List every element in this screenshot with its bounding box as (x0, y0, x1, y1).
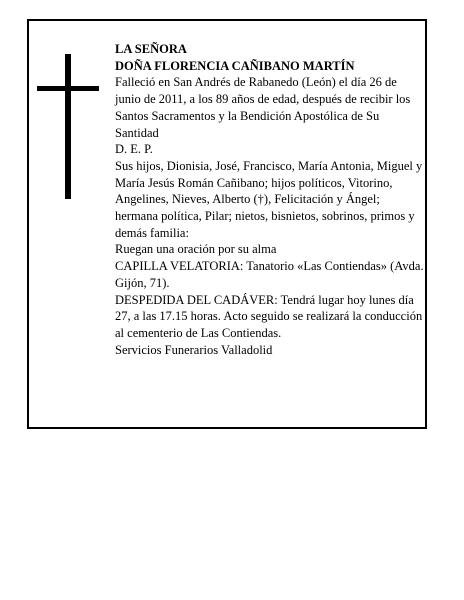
deceased-name: DOÑA FLORENCIA CAÑIBANO MARTÍN (115, 58, 355, 73)
funeral-home: Servicios Funerarios Valladolid (115, 342, 273, 357)
cross-horizontal-bar (37, 86, 99, 91)
death-statement: Falleció en San Andrés de Rabanedo (León) el día 26 de junio de 2011, a los 89 años de edad, después de recibir los Santos Sacramentos y la Bendición Apostólica de Su Santidad (115, 75, 411, 140)
rest-in-peace: D. E. P. (115, 142, 153, 157)
chapel-info: CAPILLA VELATORIA: Tanatorio «Las Contiendas» (Avda. Gijón, 71). (115, 259, 424, 290)
farewell-info: DESPEDIDA DEL CADÁVER: Tendrá lugar hoy lunes día 27, a las 17.15 horas. Acto seguido se realizará la conducción al cementerio de Las Contiendas. (115, 292, 423, 340)
obituary-notice (27, 19, 427, 429)
honorific: LA SEÑORA (115, 42, 187, 56)
notice-text (115, 41, 425, 358)
family-list: Sus hijos, Dionisia, José, Francisco, María Antonia, Miguel y María Jesús Román Cañibano; hijos políticos, Vitorino, Angelines, Nieves, Alberto (†), Felicitación y Ángel; hermana política, Pilar; nietos, bisnietos, sobrinos, primos y demás familia: (115, 158, 423, 240)
prayer-request: Ruegan una oración por su alma (115, 242, 277, 257)
latin-cross-icon (37, 54, 99, 199)
cross-vertical-bar (65, 54, 71, 199)
